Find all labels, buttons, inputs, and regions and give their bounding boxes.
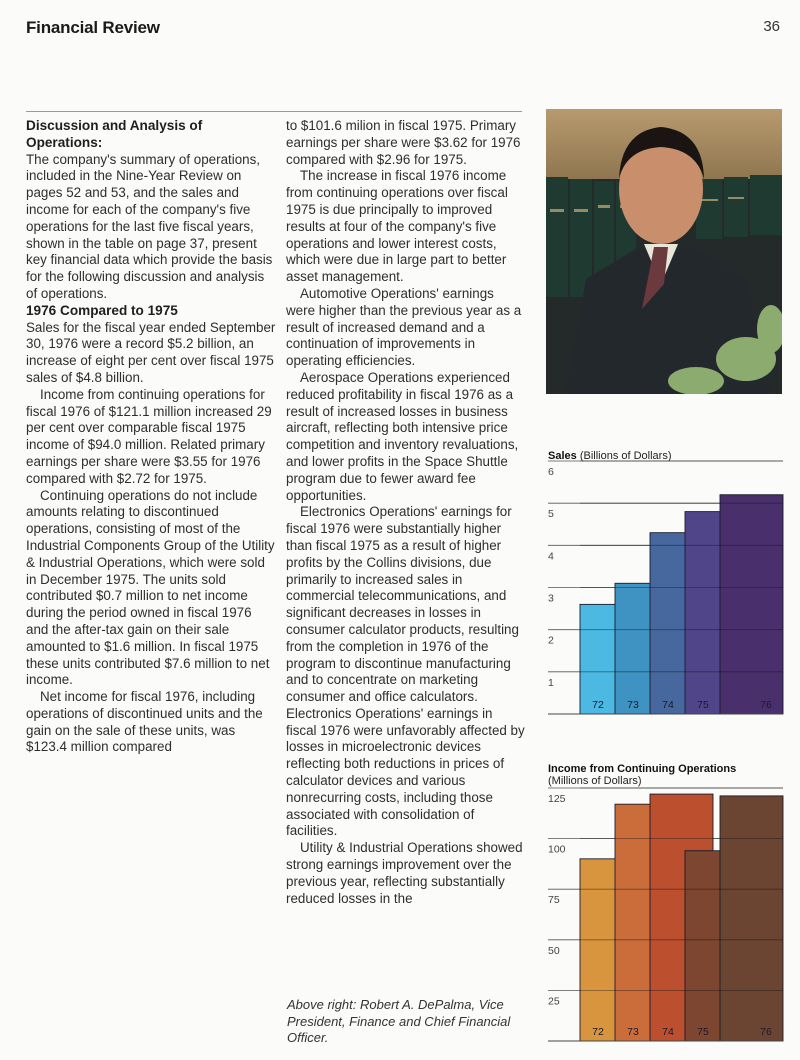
y-tick-label: 6 (548, 466, 554, 478)
bar-76 (720, 495, 783, 714)
x-tick-label: 74 (662, 1026, 674, 1038)
sales-chart (540, 455, 800, 720)
x-tick-label: 74 (662, 699, 674, 711)
x-tick-label: 76 (760, 699, 772, 711)
x-tick-label: 76 (760, 1026, 772, 1038)
text-column-2 (286, 118, 526, 907)
subheading: 1976 Compared to 1975 (26, 302, 178, 318)
page-number: 36 (763, 18, 780, 35)
paragraph: The increase in fiscal 1976 income from continuing operations over fiscal 1975 is due principally to improved results at four of the company's five operations and lower interest costs, which were due in large part to better asset management. (286, 168, 508, 285)
paragraph: The company's summary of operations, included in the Nine-Year Review on pages 52 and 53, and the sales and income for each of the company's five operations for the last five fiscal years, shown in the table on page 37, present key financial data which provide the basis for the following discussion and analysis of operations. (26, 151, 273, 301)
x-tick-label: 73 (627, 699, 639, 711)
divider (26, 111, 522, 112)
y-tick-label: 1 (548, 676, 554, 689)
paragraph: Sales for the fiscal year ended September 30, 1976 were a record $5.2 billion, an increase of eight per cent over fiscal 1975 sales of $4.8 billion. (26, 319, 276, 385)
y-tick-label: 5 (548, 508, 554, 521)
paragraph: Net income for fiscal 1976, including operations of discontinued units and the gain on the sale of these units, was $123.4 million compared (26, 689, 263, 755)
bar-76 (720, 796, 783, 1041)
paragraph: Electronics Operations' earnings for fiscal 1976 were substantially higher than fiscal 1975 as a result of higher profits by the Collins divisions, due primarily to increased sales in commercial telecommunications, and significant decreases in losses in consumer calculator products, resulting from the completion in 1976 of the program to discontinue manufacturing and to concentrate on marketing consumer and office calculators. Electronics Operations' earnings in fiscal 1976 were unfavorably affected by losses in microelectronic devices reflecting both reductions in prices of calculator devices and various nonrecurring costs, including those associated with consolidation of facilities. (286, 504, 525, 839)
page-title: Financial Review (26, 18, 160, 37)
income-chart-subtitle: (Millions of Dollars) (548, 775, 642, 787)
photo-caption: Above right: Robert A. DePalma, Vice President, Finance and Chief Financial Officer. (287, 997, 511, 1045)
y-tick-label: 75 (548, 894, 560, 907)
portrait-image (546, 109, 782, 394)
income-chart-title (548, 763, 736, 787)
y-tick-label: 50 (548, 944, 560, 957)
y-tick-label: 25 (548, 995, 560, 1008)
paragraph: Income from continuing operations for fiscal 1976 of $121.1 million increased 29 per cent over comparable fiscal 1975 income of $94.0 million. Related primary earnings per share were $3.55 for 1976 compared with $2.72 for 1975. (26, 386, 272, 486)
x-tick-label: 75 (697, 1026, 709, 1038)
paragraph: to $101.6 milion in fiscal 1975. Primary earnings per share were $3.62 for 1976 compared with $2.96 for 1975. (286, 118, 521, 167)
y-tick-label: 125 (548, 793, 566, 805)
text-column-1 (26, 118, 276, 756)
sales-chart-title-main: Sales (548, 450, 577, 462)
y-tick-label: 100 (548, 843, 566, 856)
section-heading: Discussion and Analysis of Operations: (26, 118, 203, 150)
income-chart-title-main: Income from Continuing Operations (548, 763, 737, 775)
x-tick-label: 73 (627, 1026, 639, 1038)
x-tick-label: 72 (592, 699, 604, 711)
paragraph: Continuing operations do not include amounts relating to discontinued operations, consisting of most of the Industrial Components Group of the Utility & Industrial Operations, which were sold in December 1975. The units sold contributed $0.7 million to net income during the period owned in fiscal 1976 and the after-tax gain on their sale amounted to $1.6 million. In fiscal 1975 these units contributed $7.6 million to net income. (26, 487, 275, 688)
sales-chart-subtitle: (Billions of Dollars) (579, 450, 672, 462)
y-tick-label: 2 (548, 634, 554, 647)
y-tick-label: 4 (548, 550, 554, 563)
income-chart (540, 785, 800, 1050)
paragraph: Aerospace Operations experienced reduced profitability in fiscal 1976 as a result of increased losses in business aircraft, reflecting both intensive price competition and inventory revaluations, and lower profits in the Space Shuttle program due to fewer award fee opportunities. (286, 369, 519, 503)
x-tick-label: 75 (697, 699, 709, 711)
y-tick-label: 3 (548, 592, 554, 605)
portrait-photo (546, 109, 782, 394)
paragraph: Automotive Operations' earnings were higher than the previous year as a result of increased demand and a continuation of improvements in operating efficiencies. (286, 285, 522, 369)
x-tick-label: 72 (592, 1026, 604, 1038)
paragraph: Utility & Industrial Operations showed strong earnings improvement over the previous year, reflecting substantially reduced losses in the (286, 840, 523, 906)
